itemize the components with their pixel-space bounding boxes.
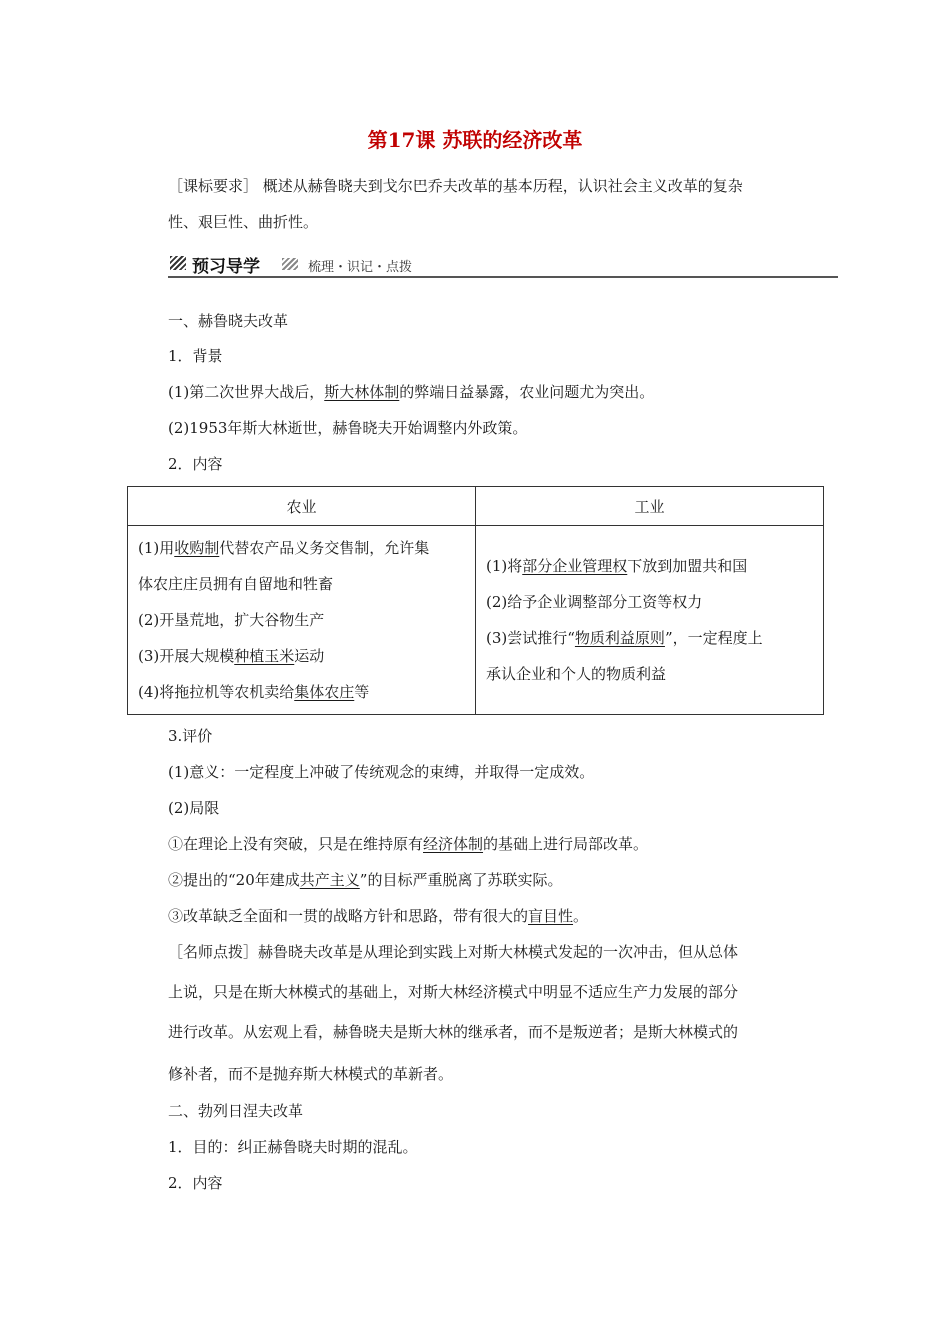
limitation-1 (168, 834, 648, 854)
text: ”，一定程度上 (664, 629, 763, 647)
text: (1)用 (138, 539, 175, 557)
part2-goal: 1．目的：纠正赫鲁晓夫时期的混乱。 (168, 1138, 418, 1156)
underlined-term: 集体农庄 (294, 683, 355, 701)
table-header-agriculture: 农业 (128, 487, 476, 526)
text: 的弊端日益暴露，农业问题尤为突出。 (399, 383, 655, 401)
table-header-industry: 工业 (476, 487, 824, 526)
agriculture-cell (128, 526, 476, 715)
text: ③改革缺乏全面和一贯的战略方针和思路，带有很大的 (168, 907, 529, 925)
part2-heading: 二、勃列日涅夫改革 (168, 1102, 304, 1120)
underlined-term: 部分企业管理权 (522, 557, 628, 575)
requirement-line-2: 性、艰巨性、曲折性。 (168, 213, 319, 231)
list-item (138, 638, 467, 674)
list-item (486, 548, 815, 584)
text: (1)将 (486, 557, 523, 575)
text: (4)将拖拉机等农机卖给 (138, 683, 295, 701)
part1-heading: 一、赫鲁晓夫改革 (168, 312, 289, 330)
background-heading: 1．背景 (168, 347, 223, 365)
list-item: 承认企业和个人的物质利益 (486, 665, 667, 683)
text: 等 (354, 683, 370, 701)
limitation-3 (168, 906, 588, 926)
list-item (138, 674, 467, 710)
underlined-term: 种植玉米 (234, 647, 295, 665)
underlined-term: 盲目性 (528, 907, 574, 925)
page-title: 第17课 苏联的经济改革 (367, 128, 583, 152)
evaluation-heading: 3.评价 (168, 727, 213, 745)
industry-cell (476, 526, 824, 715)
part2-content-heading: 2．内容 (168, 1174, 223, 1192)
tip-line-4: 修补者，而不是抛弃斯大林模式的革新者。 (168, 1065, 454, 1083)
stripe-decoration-icon (170, 256, 186, 270)
text: 。 (573, 907, 589, 925)
stripe-decoration-icon (282, 258, 298, 270)
underlined-term: 共产主义 (299, 871, 360, 889)
text: 运动 (294, 647, 325, 665)
text: 的基础上进行局部改革。 (483, 835, 649, 853)
reform-content-table (127, 486, 824, 715)
background-item-1 (168, 382, 654, 402)
underlined-term: 经济体制 (423, 835, 484, 853)
text: (3)尝试推行“ (486, 629, 575, 647)
content-heading: 2．内容 (168, 455, 223, 473)
text: (3)开展大规模 (138, 647, 235, 665)
tip-line-2: 上说，只是在斯大林模式的基础上，对斯大林经济模式中明显不适应生产力发展的部分 (168, 983, 739, 1001)
underlined-term: 收购制 (174, 539, 220, 557)
list-item (138, 530, 467, 566)
evaluation-item-2: (2)局限 (168, 799, 220, 817)
underlined-term: 斯大林体制 (324, 383, 400, 401)
text: 下放到加盟共和国 (627, 557, 748, 575)
section-bar (168, 252, 838, 278)
background-item-2: (2)1953年斯大林逝世，赫鲁晓夫开始调整内外政策。 (168, 419, 528, 437)
underlined-term: 物质利益原则 (574, 629, 665, 647)
limitation-2 (168, 870, 562, 890)
table-row (128, 526, 824, 715)
tip-line-3: 进行改革。从宏观上看，赫鲁晓夫是斯大林的继承者，而不是叛逆者；是斯大林模式的 (168, 1023, 739, 1041)
text: 代替农产品义务交售制，允许集 (219, 539, 430, 557)
tip-line-1: ［名师点拨］赫鲁晓夫改革是从理论到实践上对斯大林模式发起的一次冲击，但从总体 (168, 943, 739, 961)
text: ②提出的“20年建成 (168, 871, 300, 889)
text: (1)第二次世界大战后， (168, 383, 325, 401)
list-item: 体农庄庄员拥有自留地和牲畜 (138, 575, 334, 593)
table-header-row (128, 487, 824, 526)
text: ①在理论上没有突破，只是在维持原有 (168, 835, 424, 853)
evaluation-item-1: (1)意义：一定程度上冲破了传统观念的束缚，并取得一定成效。 (168, 763, 595, 781)
requirement-line-1: ［课标要求］ 概述从赫鲁晓夫到戈尔巴乔夫改革的基本历程，认识社会主义改革的复杂 (168, 177, 743, 195)
list-item: (2)开垦荒地，扩大谷物生产 (138, 611, 325, 629)
section-heading: 预习导学 (192, 257, 260, 277)
text: ”的目标严重脱离了苏联实际。 (359, 871, 563, 889)
list-item: (2)给予企业调整部分工资等权力 (486, 593, 703, 611)
list-item (486, 620, 815, 656)
section-subheading: 梳理・识记・点拨 (308, 260, 413, 275)
